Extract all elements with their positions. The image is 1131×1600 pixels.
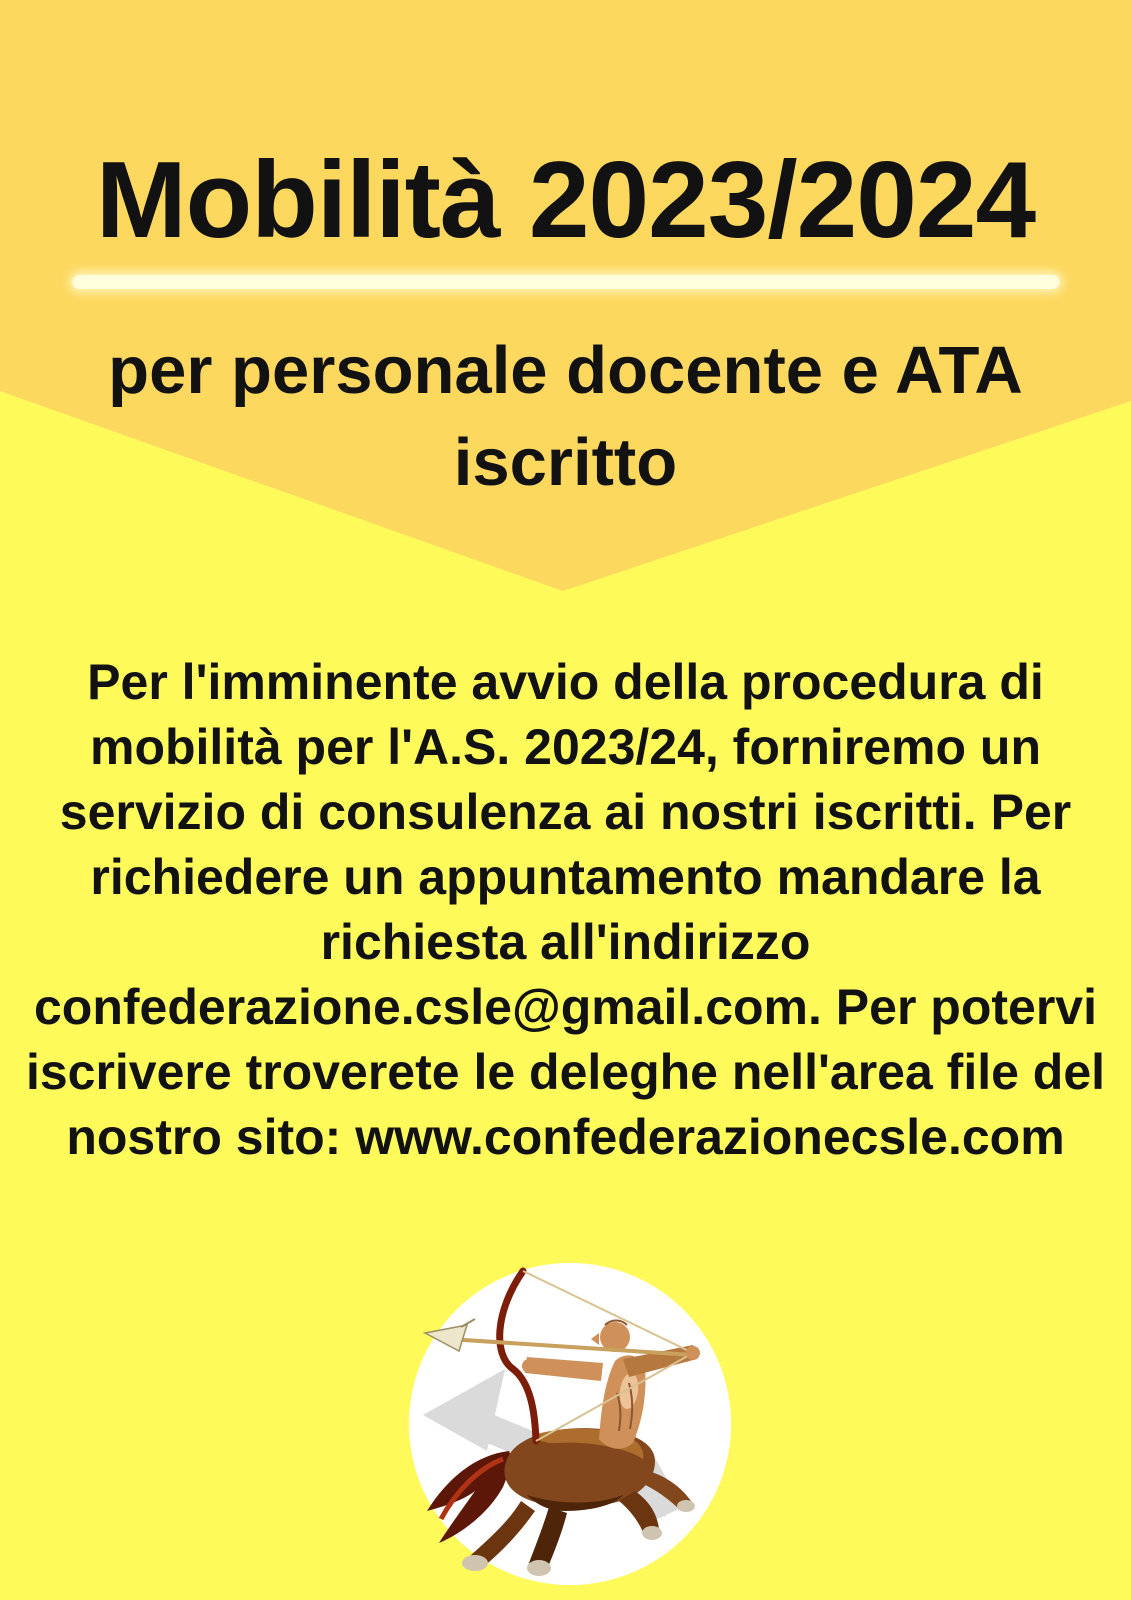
- logo-circle: [409, 1263, 731, 1585]
- body-line-email: confederazione.csle@gmail.com. Per potervi: [34, 979, 1097, 1035]
- body-line: mobilità per l'A.S. 2023/24, forniremo un: [89, 719, 1042, 775]
- body-line: Per l'imminente avvio della procedura di: [87, 654, 1044, 710]
- poster-subtitle: [0, 325, 1131, 509]
- body-line: richiesta all'indirizzo: [320, 914, 811, 970]
- poster-title: Mobilità 2023/2024: [95, 139, 1036, 261]
- body-line-website: nostro sito: www.confederazionecsle.com: [66, 1109, 1065, 1165]
- body-line: iscrivere troverete le deleghe nell'area file del: [25, 1044, 1106, 1100]
- poster-body-paragraph: [0, 650, 1131, 1170]
- subtitle-line-2: iscritto: [453, 425, 678, 500]
- body-line: servizio di consulenza ai nostri iscritti. Per: [59, 784, 1072, 840]
- body-line: richiedere un appuntamento mandare la: [90, 849, 1041, 905]
- subtitle-line-1: per personale docente e ATA: [108, 333, 1023, 408]
- title-underline-divider: [72, 275, 1059, 289]
- sagittarius-centaur-icon: [409, 1263, 731, 1585]
